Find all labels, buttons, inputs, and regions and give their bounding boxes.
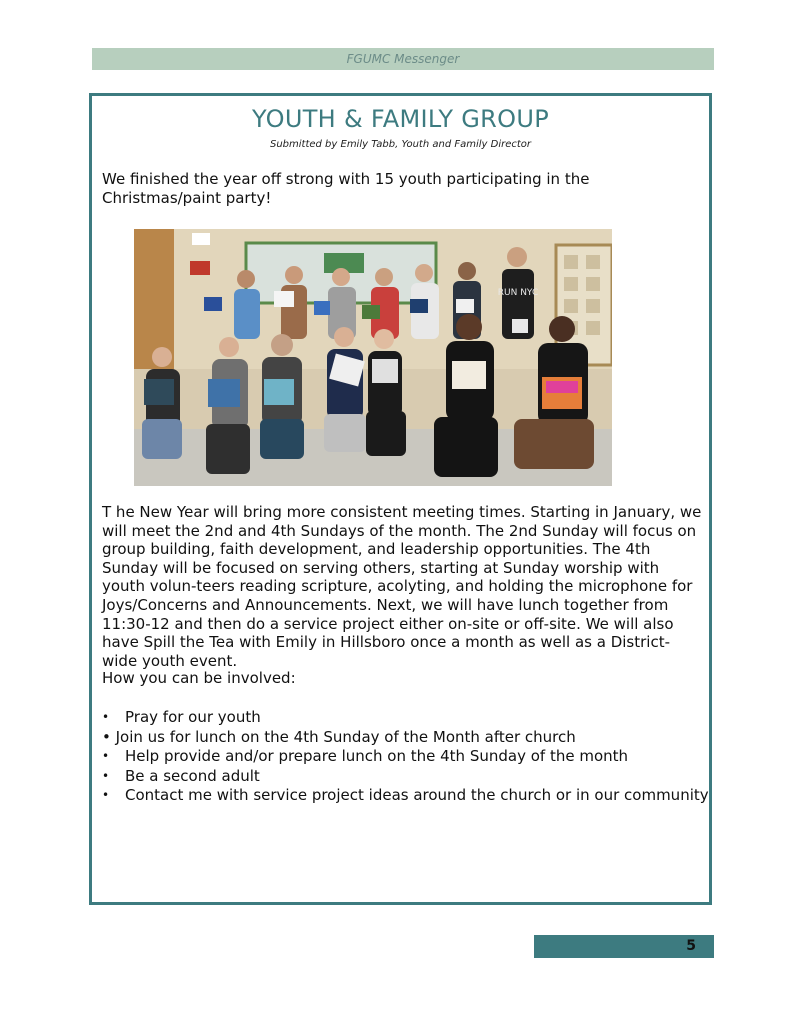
body-paragraph-text: T he New Year will bring more consistent meeting times. Starting in January, we will meet the 2nd and 4th Sundays of the month. The 2nd Sunday will focus on group building, faith development, and leadership opportunities. The 4th Sunday will be focused on serving others, starting at Sunday worship with youth volun-teers reading scripture, acolyting, and holding the microphone for Joys/Concerns and Announcements. Next, we will have lunch together from 11:30-12 and then do a service project either on-site or off-site. We will also have Spill the Tea with Emily in Hillsboro once a month as well as a District-wide youth event.	[102, 503, 702, 670]
newsletter-header-band	[92, 48, 714, 70]
body-paragraph	[102, 503, 702, 670]
list-item-text: Contact me with service project ideas around the church or in our community	[125, 786, 709, 804]
list-item	[102, 708, 702, 728]
article-title: YOUTH & FAMILY GROUP	[252, 105, 549, 133]
group-photo	[134, 229, 612, 486]
list-item-text: Be a second adult	[125, 766, 260, 785]
list-item	[102, 747, 702, 767]
page-number-band	[534, 935, 714, 958]
intro-paragraph: We finished the year off strong with 15 youth participating in the Christmas/paint party!	[102, 170, 590, 207]
list-item-text: Pray for our youth	[125, 708, 261, 726]
bullet-icon: •	[102, 710, 110, 724]
bullet-icon: •	[102, 788, 110, 802]
list-item-text: • Join us for lunch on the 4th Sunday of the Month after church	[102, 727, 576, 746]
involved-list	[102, 708, 709, 806]
list-item	[102, 767, 702, 787]
newsletter-title: FGUMC Messenger	[346, 52, 460, 66]
involved-heading: How you can be involved:	[102, 669, 296, 687]
list-item	[102, 786, 709, 806]
list-item-text: Help provide and/or prepare lunch on the 4th Sunday of the month	[125, 747, 629, 765]
list-item	[102, 728, 702, 748]
article-frame	[89, 93, 712, 905]
article-byline: Submitted by Emily Tabb, Youth and Family Director	[269, 139, 532, 150]
group-photo-illustration	[134, 229, 612, 486]
photo-shirt-text: RUN NYC	[497, 288, 539, 298]
page-number: 5	[686, 938, 696, 954]
bullet-icon: •	[102, 749, 110, 763]
bullet-icon: •	[102, 768, 110, 783]
